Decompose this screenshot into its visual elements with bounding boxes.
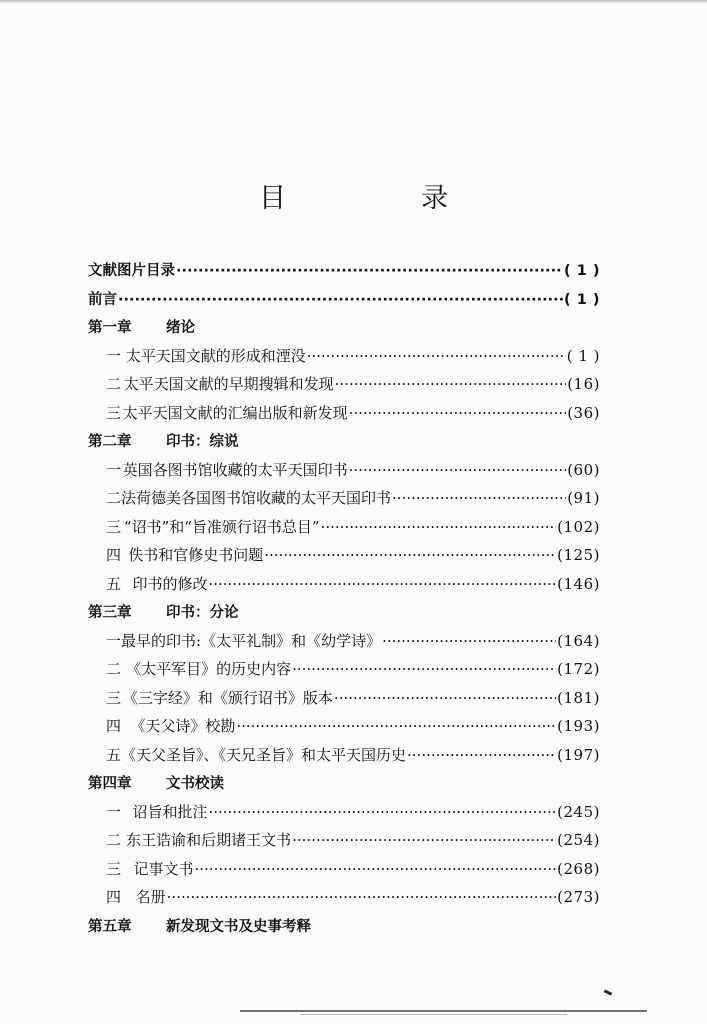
dot-leader [236,717,556,735]
page-number: (125) [557,546,600,564]
scan-bottom-line-2 [300,1014,567,1015]
dot-leader [118,292,563,308]
section-number: 二 [106,660,122,678]
dot-leader [307,347,566,365]
entry-title: “诏书”和“旨准颁行诏书总目” [123,517,320,536]
section-number: 四 [106,717,122,735]
toc-entry [88,487,600,516]
toc-entry [88,801,600,830]
entry-title: 文书校读 [166,776,224,792]
page-number: (146) [557,574,600,593]
page-number: (193) [557,717,600,735]
section-number: 三 [106,517,122,536]
page-number: ( 1 ) [564,291,600,308]
dot-leader [335,375,567,393]
dot-leader [292,660,556,678]
section-number: 五 [106,745,122,764]
dot-leader [208,575,556,593]
dot-leader [392,489,566,507]
dot-leader [208,803,556,821]
chapter-label: 第四章 [88,776,132,792]
toc-entry [88,544,600,573]
toc-entry [88,402,600,431]
page-number: (268) [557,859,600,878]
entry-title: 文献图片目录 [88,263,175,279]
chapter-label: 第五章 [88,918,132,935]
toc-entry [88,373,600,402]
section-number: 四 [106,888,122,906]
entry-title: 《天父诗》校勘 [130,717,236,735]
section-number: 一 [106,631,122,650]
entry-title: 英国各图书馆收藏的太平天国印书 [122,460,348,479]
scan-speck [604,989,613,995]
toc-entry [88,573,600,602]
dot-leader [167,888,557,906]
dot-leader [176,263,563,279]
toc-chapter-heading [88,316,600,345]
chapter-label: 第三章 [88,605,132,621]
toc-entry [88,630,600,659]
page-number: (102) [557,517,600,536]
section-number: 二 [106,831,122,849]
page-number: ( 1 ) [566,346,600,365]
toc-entry [88,345,600,374]
entry-title: 最早的印书:《太平礼制》和《幼学诗》 [121,631,382,650]
entry-title: 《天父圣旨》、《天兄圣旨》和太平天国历史 [121,745,407,764]
page-number: (273) [557,888,600,906]
page-number: (172) [557,660,600,678]
dot-leader [334,689,556,707]
section-number: 一 [106,460,122,479]
entry-title: 记事文书 [133,859,194,878]
entry-title: 《三字经》和《颁行诏书》版本 [122,688,333,707]
toc-chapter-heading [88,430,600,459]
page-number: (181) [557,688,600,707]
entry-title: 法荷德美各国图书馆收藏的太平天国印书 [121,489,392,507]
page-number: (164) [557,631,600,650]
dot-leader [382,632,556,650]
table-of-contents [88,259,600,943]
entry-title: 名册 [135,888,166,906]
dot-leader [407,746,556,764]
dot-leader [292,831,556,849]
entry-title: 东王诰谕和后期诸王文书 [126,831,292,849]
section-number: 三 [106,859,122,878]
scan-top-shadow [0,0,707,4]
dot-leader [349,404,567,422]
chapter-label: 第一章 [88,320,132,336]
toc-entry [88,687,600,716]
section-number: 四 [106,546,122,564]
toc-entry [88,459,600,488]
entry-title: 《太平军目》的历史内容 [126,660,292,678]
toc-entry [88,715,600,744]
toc-chapter-heading [88,915,600,944]
toc-chapter-heading [88,772,600,801]
toc-entry [88,259,600,288]
entry-title: 前言 [88,291,117,308]
entry-title: 诏旨和批注 [132,802,208,821]
page-number: (60) [567,460,600,479]
scan-bottom-line [240,1010,647,1012]
entry-title: 佚书和官修史书问题 [128,546,264,564]
toc-entry [88,744,600,773]
page-number: (254) [557,831,600,849]
toc-chapter-heading [88,601,600,630]
toc-entry [88,516,600,545]
page-number: (245) [557,802,600,821]
entry-title: 太平天国文献的早期搜辑和发现 [123,375,334,393]
chapter-label: 第二章 [88,434,132,450]
dot-leader [349,461,567,479]
dot-leader [195,860,557,878]
section-number: 一 [106,346,122,365]
toc-entry [88,658,600,687]
section-number: 三 [106,403,122,422]
entry-title: 印书：分论 [166,605,239,621]
section-number: 三 [106,688,122,707]
section-number: 二 [106,375,122,393]
toc-entry [88,288,600,317]
toc-entry [88,829,600,858]
toc-entry [88,858,600,887]
entry-title: 绪论 [166,320,195,336]
page-number: (36) [567,403,600,422]
section-number: 五 [106,574,122,593]
dot-leader [264,546,556,564]
entry-title: 太平天国文献的汇编出版和新发现 [122,403,348,422]
page-number: (91) [567,489,600,507]
entry-title: 太平天国文献的形成和湮没 [125,346,306,365]
entry-title: 新发现文书及史事考释 [166,918,311,935]
page-number: (16) [567,375,600,393]
toc-entry [88,886,600,915]
page-title: 目 录 [259,183,502,214]
section-number: 二 [106,489,122,507]
entry-title: 印书：综说 [166,434,239,450]
page-number: ( 1 ) [564,263,600,279]
entry-title: 印书的修改 [132,574,208,593]
dot-leader [321,518,557,536]
page-number: (197) [557,745,600,764]
section-number: 一 [106,802,122,821]
